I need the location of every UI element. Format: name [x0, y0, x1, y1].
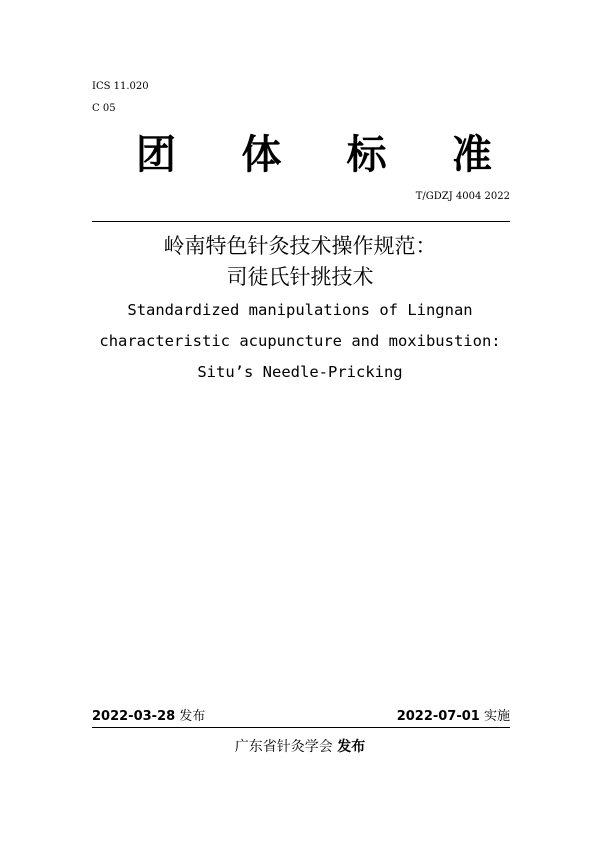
dates-row	[92, 707, 510, 728]
publish-date-label: 发布	[179, 709, 206, 724]
publisher-name: 广东省针灸学会	[234, 739, 333, 755]
standard-type-heading	[92, 130, 510, 180]
publish-date-value: 2022-03-28	[92, 709, 176, 724]
standard-type-char: 体	[241, 132, 282, 178]
implement-date-value: 2022-07-01	[396, 709, 480, 724]
standard-number: T/GDZJ 4004 2022	[415, 191, 510, 202]
ics-code: ICS 11.020	[92, 81, 149, 92]
publisher-action: 发布	[337, 739, 366, 755]
publish-date	[92, 707, 205, 727]
standard-type-char: 标	[346, 132, 387, 178]
implement-date-label: 实施	[483, 709, 510, 724]
chinese-title-line-1: 岭南特色针灸技术操作规范：	[163, 234, 437, 258]
standard-type-char: 团	[136, 132, 176, 178]
english-title-line-2: characteristic acupuncture and moxibustion:	[99, 332, 501, 350]
english-title-line-1: Standardized manipulations of Lingnan	[127, 301, 473, 319]
chinese-title-line-2: 司徒氏针挑技术	[226, 265, 374, 289]
standard-type-char: 准	[451, 132, 492, 178]
ccs-code: C 05	[92, 103, 116, 114]
english-title-line-3: Situ’s Needle-Pricking	[197, 363, 403, 381]
publisher-line	[0, 736, 600, 758]
implement-date	[397, 707, 510, 727]
header-divider	[92, 221, 510, 222]
